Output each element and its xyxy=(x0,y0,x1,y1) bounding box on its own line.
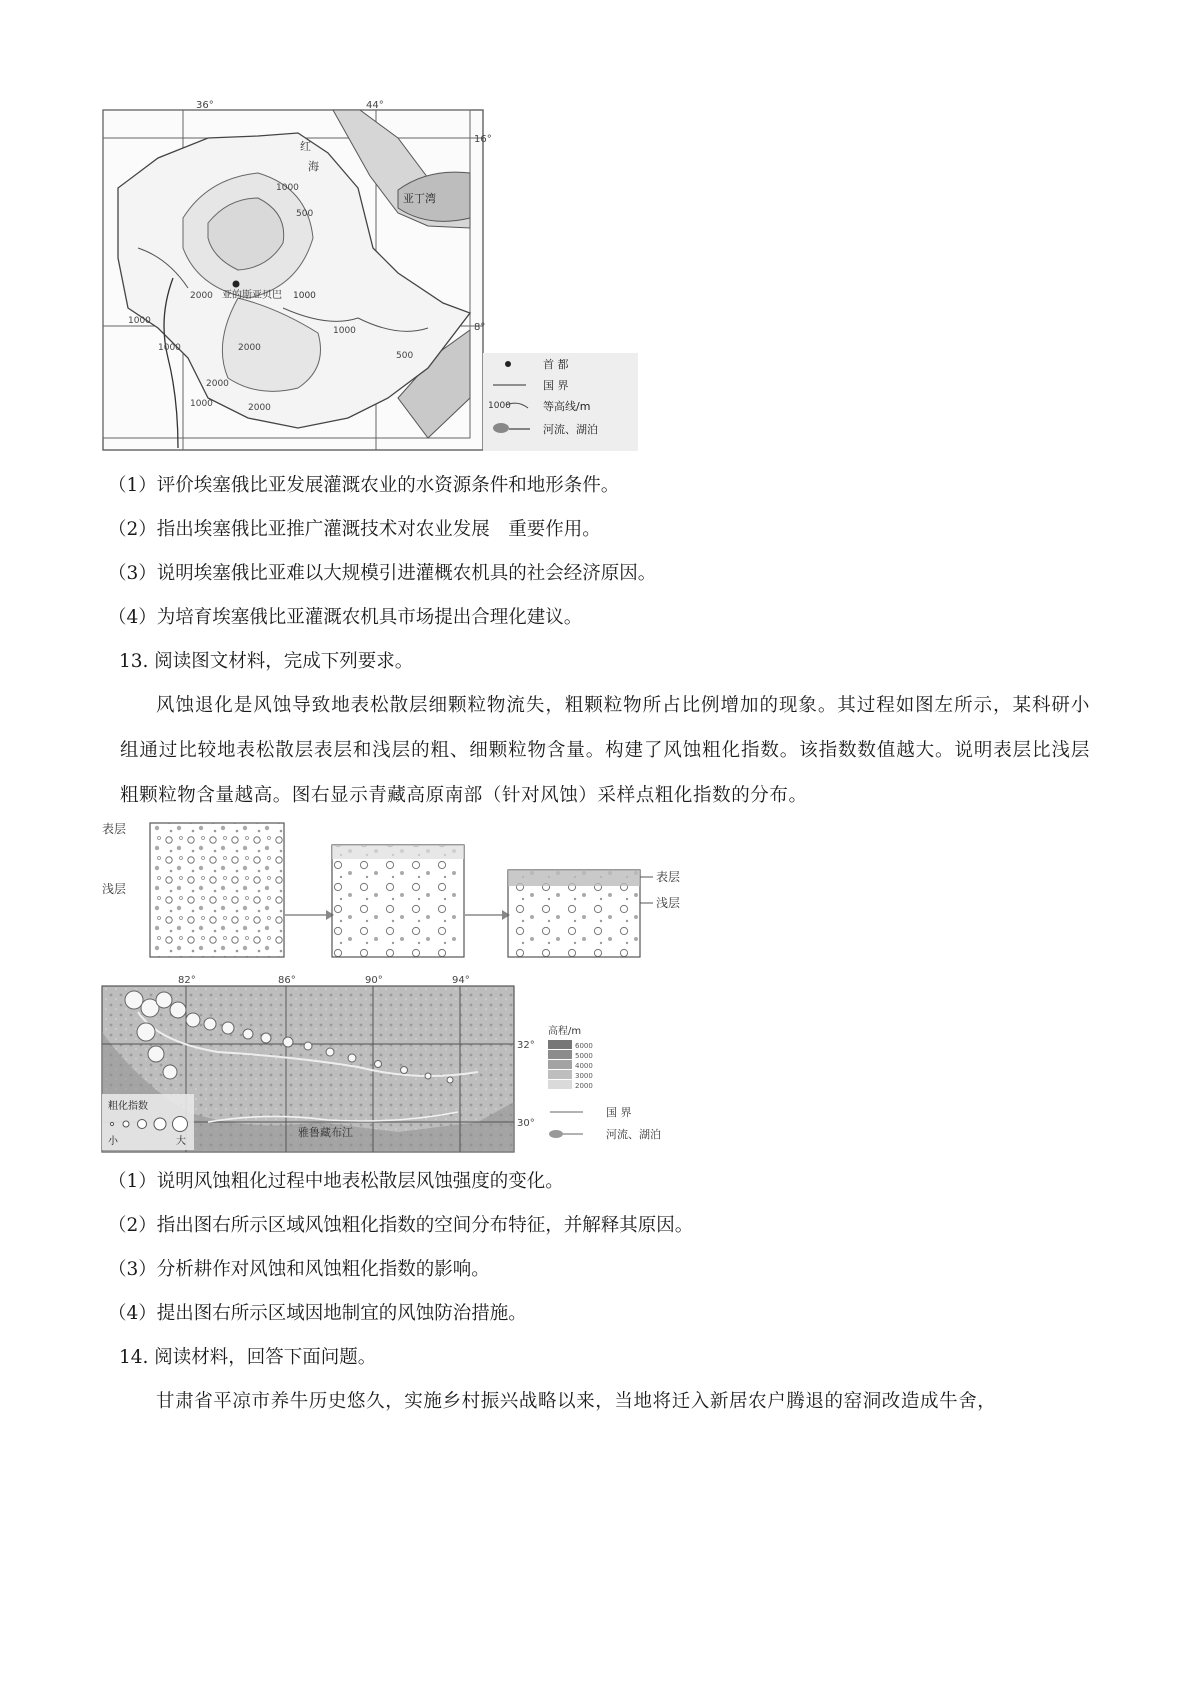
contour-label: 2000 xyxy=(190,291,213,301)
q14-paragraph: 甘肃省平凉市养牛历史悠久，实施乡村振兴战略以来，当地将迁入新居农户腾退的窑洞改造成牛舍， xyxy=(156,1391,997,1412)
contour-label: 1000 xyxy=(158,343,181,353)
legend-contour-sample: 1000 xyxy=(488,401,511,411)
capital-icon xyxy=(505,361,511,367)
legend-contour: 等高线/m xyxy=(543,400,591,413)
contour-label: 500 xyxy=(396,351,414,361)
q12-item-4: （4）为培育埃塞俄比亚灌溉农机具市场提出合理化建议。 xyxy=(108,607,583,628)
stage-2-box xyxy=(332,845,464,957)
lon-label: 90° xyxy=(365,975,383,986)
capital-marker xyxy=(233,281,240,288)
index-legend xyxy=(102,1094,194,1150)
index-small: 小 xyxy=(108,1136,118,1147)
lon-label: 94° xyxy=(452,975,470,986)
index-title: 粗化指数 xyxy=(108,1101,148,1112)
q13-paragraph: 风蚀退化是风蚀导致地表松散层细颗粒物流失，粗颗粒物所占比例增加的现象。其过程如图左所示，某科研小组通过比较地表松散层表层和浅层的粗、细颗粒物含量。构建了风蚀粗化指数。该指数数值越大。说明表层比浅层粗颗粒物含量越高。图右显示青藏高原南部（针对风蚀）采样点粗化指数的分布。 xyxy=(120,695,1090,806)
stage-1-box xyxy=(150,823,284,957)
label-surface-right: 表层 xyxy=(656,870,681,884)
svg-text:6000: 6000 xyxy=(575,1042,593,1050)
contour-label: 1000 xyxy=(293,291,316,301)
q14-heading: 14. 阅读材料，回答下面问题。 xyxy=(119,1347,377,1368)
lon-label: 82° xyxy=(178,975,196,986)
legend-capital: 首 都 xyxy=(543,358,569,371)
lake-icon xyxy=(549,1130,563,1138)
label-shallow: 浅层 xyxy=(102,882,127,896)
lon-label: 44° xyxy=(366,100,384,111)
lat-label: 30° xyxy=(517,1118,535,1129)
label-shallow-right: 浅层 xyxy=(656,896,681,910)
index-large: 大 xyxy=(176,1136,186,1147)
svg-text:3000: 3000 xyxy=(575,1072,593,1080)
elevation-title: 高程/m xyxy=(548,1026,582,1037)
contour-label: 2000 xyxy=(206,379,229,389)
lat-label: 8° xyxy=(474,322,486,333)
contour-label: 500 xyxy=(296,209,314,219)
svg-text:2000: 2000 xyxy=(575,1082,593,1090)
erosion-process-diagram xyxy=(98,815,718,965)
ethiopia-map xyxy=(98,98,643,453)
q13-item-2: （2）指出图右所示区域风蚀粗化指数的空间分布特征，并解释其原因。 xyxy=(108,1215,694,1236)
contour-label: 1000 xyxy=(190,399,213,409)
contour-label: 2000 xyxy=(238,343,261,353)
elevation-legend xyxy=(548,1024,661,1141)
lon-label: 36° xyxy=(196,100,214,111)
place-label: 雅鲁藏布江 xyxy=(298,1126,353,1139)
q13-item-4: （4）提出图右所示区域因地制宜的风蚀防治措施。 xyxy=(108,1303,527,1324)
place-label: 红 xyxy=(300,140,311,153)
q13-item-1: （1）说明风蚀粗化过程中地表松散层风蚀强度的变化。 xyxy=(108,1171,564,1192)
legend-river: 河流、湖泊 xyxy=(606,1128,661,1141)
place-label: 亚的斯亚贝巴 xyxy=(222,290,282,301)
lake-icon xyxy=(493,423,509,433)
map-legend xyxy=(483,353,638,451)
lat-label: 16° xyxy=(474,134,492,145)
svg-text:4000: 4000 xyxy=(575,1062,593,1070)
q13-item-3: （3）分析耕作对风蚀和风蚀粗化指数的影响。 xyxy=(108,1259,490,1280)
lon-label: 86° xyxy=(278,975,296,986)
contour-label: 1000 xyxy=(333,326,356,336)
legend-border: 国 界 xyxy=(543,379,569,392)
q13-heading: 13. 阅读图文材料，完成下列要求。 xyxy=(119,651,414,672)
q12-item-3: （3）说明埃塞俄比亚难以大规模引进灌概农机具的社会经济原因。 xyxy=(108,563,657,584)
contour-label: 1000 xyxy=(276,183,299,193)
label-surface: 表层 xyxy=(102,822,127,836)
legend-river: 河流、湖泊 xyxy=(543,423,598,436)
contour-label: 1000 xyxy=(128,316,151,326)
legend-border: 国 界 xyxy=(606,1106,632,1119)
svg-text:5000: 5000 xyxy=(575,1052,593,1060)
tibet-map xyxy=(98,972,720,1154)
contour-label: 2000 xyxy=(248,403,271,413)
place-label: 亚丁湾 xyxy=(403,192,436,205)
place-label: 海 xyxy=(308,160,319,173)
q12-item-2: （2）指出埃塞俄比亚推广灌溉技术对农业发展 重要作用。 xyxy=(108,519,601,540)
q12-item-1: （1）评价埃塞俄比亚发展灌溉农业的水资源条件和地形条件。 xyxy=(108,475,620,496)
lat-label: 32° xyxy=(517,1040,535,1051)
